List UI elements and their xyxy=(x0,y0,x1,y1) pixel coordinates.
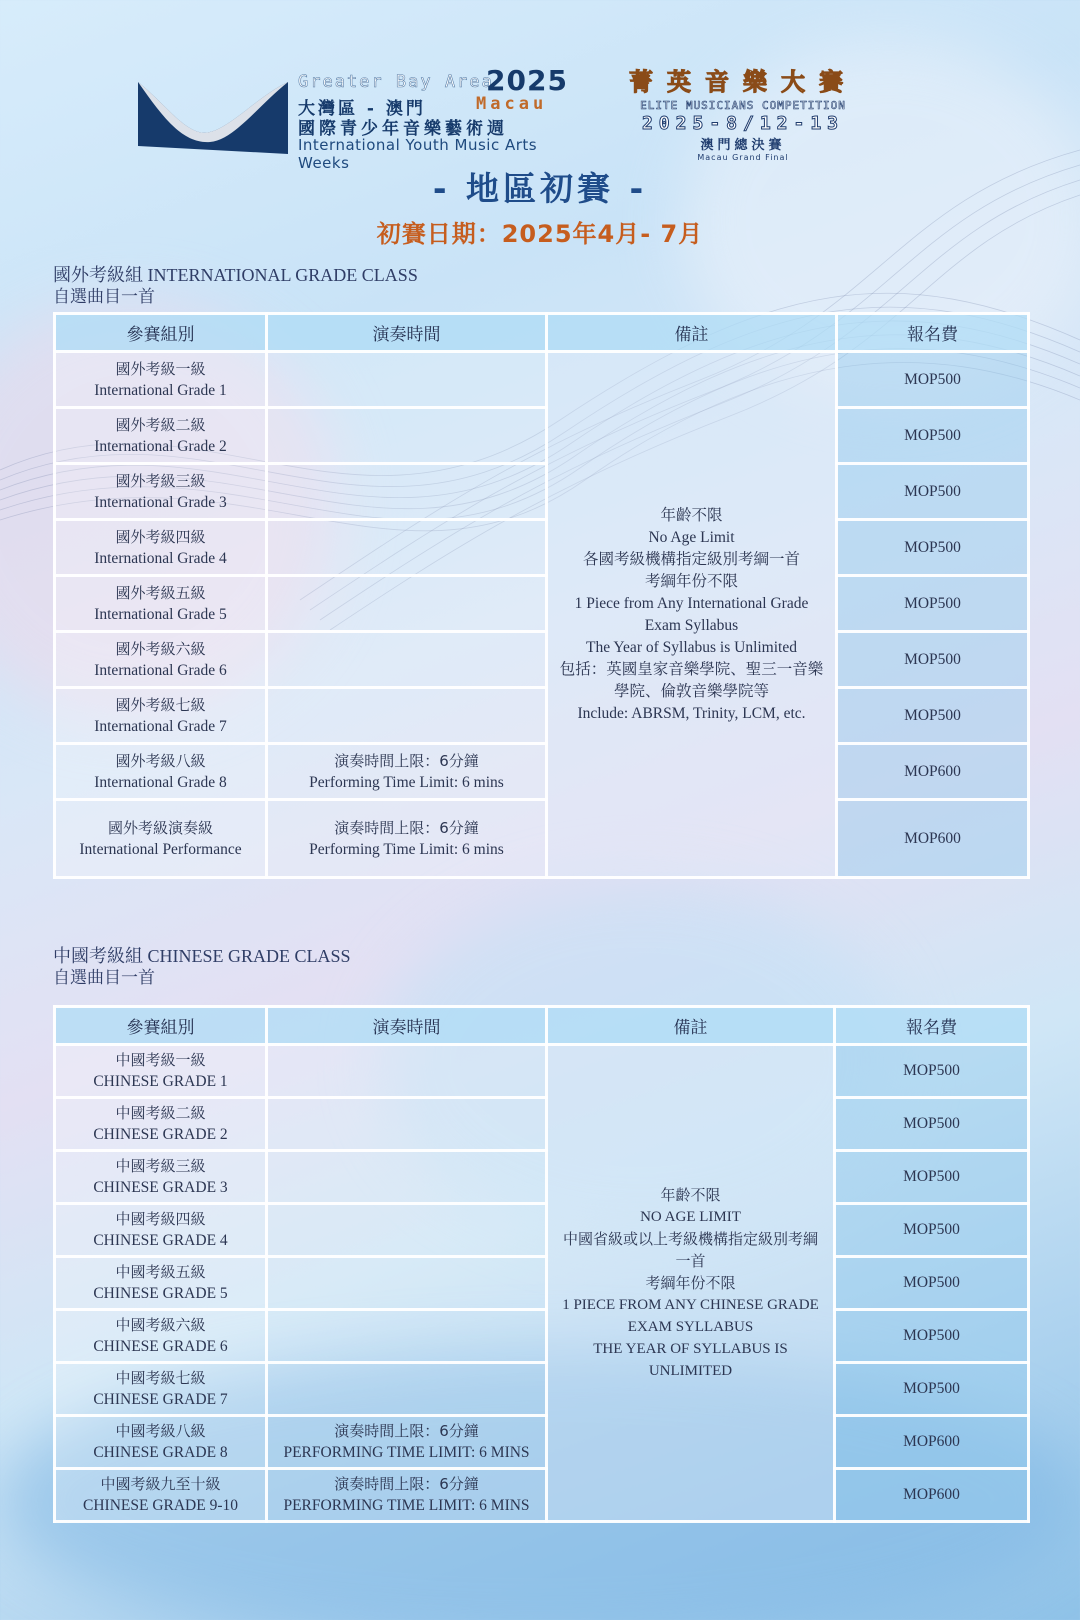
logo-chinese-line-2: 國際青少年音樂藝術週 xyxy=(298,119,508,139)
registration-fee-cell: MOP600 xyxy=(837,800,1029,878)
grade-name-chinese: 國外考級二級 xyxy=(115,415,206,434)
page-title: - 地區初賽 - xyxy=(432,169,648,208)
registration-fee-cell: MOP600 xyxy=(835,1416,1029,1469)
logo-english-bottom: International Youth Music Arts Weeks xyxy=(298,136,538,172)
logo-chinese-line-1: 大灣區 - 澳門 xyxy=(298,99,426,119)
note-line: 考綱年份不限 xyxy=(645,1274,736,1292)
chinese-heading-subtitle: 自選曲目一首 xyxy=(53,968,155,988)
column-header-time: 演奏時間 xyxy=(267,314,547,352)
performance-time-cell xyxy=(267,1151,547,1204)
note-line: 1 Piece from Any International Grade xyxy=(574,594,809,612)
gba-logo xyxy=(138,64,578,172)
registration-fee-cell: MOP500 xyxy=(837,520,1029,576)
grade-name-english: International Grade 2 xyxy=(94,437,227,455)
note-line: No Age Limit xyxy=(648,528,735,546)
time-limit-english: Performing Time Limit: 6 mins xyxy=(309,840,504,858)
note-line: 考綱年份不限 xyxy=(644,572,738,590)
registration-fee-cell: MOP500 xyxy=(835,1204,1029,1257)
note-line: Exam Syllabus xyxy=(644,616,739,634)
registration-fee-cell: MOP500 xyxy=(837,408,1029,464)
grade-name-chinese: 中國考級三級 xyxy=(115,1157,206,1175)
table-row xyxy=(55,408,1029,464)
time-limit-chinese: 演奏時間上限：6分鐘 xyxy=(334,1422,479,1440)
time-limit-english: Performing Time Limit: 6 mins xyxy=(309,773,504,791)
grade-name-chinese: 中國考級六級 xyxy=(115,1316,206,1334)
time-limit-chinese: 演奏時間上限：6分鐘 xyxy=(334,1475,479,1493)
preliminary-date: 初賽日期：2025年4月- 7月 xyxy=(376,220,704,248)
table-row xyxy=(55,800,1029,878)
grade-name-chinese: 中國考級五級 xyxy=(115,1263,206,1281)
time-limit-chinese: 演奏時間上限：6分鐘 xyxy=(334,751,479,770)
grade-name-chinese: 中國考級八級 xyxy=(115,1422,206,1440)
elite-english-title: ELITE MUSICIANS COMPETITION xyxy=(640,99,846,112)
grade-name-chinese: 國外考級一級 xyxy=(115,359,206,378)
registration-fee-cell: MOP500 xyxy=(835,1310,1029,1363)
grade-category-cell xyxy=(55,744,267,800)
grade-category-cell xyxy=(55,1310,267,1363)
grade-name-english: International Grade 1 xyxy=(94,381,227,399)
table-row xyxy=(55,520,1029,576)
grade-name-english: CHINESE GRADE 8 xyxy=(93,1444,228,1461)
note-line: Include: ABRSM, Trinity, LCM, etc. xyxy=(577,704,806,722)
grade-name-chinese: 國外考級六級 xyxy=(115,639,206,658)
grade-category-cell xyxy=(55,1151,267,1204)
registration-fee-cell: MOP500 xyxy=(835,1045,1029,1098)
grade-name-chinese: 國外考級三級 xyxy=(115,471,206,490)
note-line: 年齡不限 xyxy=(660,506,723,524)
note-line: 學院、倫敦音樂學院等 xyxy=(613,682,769,700)
table-row xyxy=(55,576,1029,632)
note-line: 包括：英國皇家音樂學院、聖三一音樂 xyxy=(559,660,824,678)
table-row xyxy=(55,352,1029,408)
table-row xyxy=(55,1045,1029,1098)
column-header-category: 參賽組別 xyxy=(55,314,267,352)
performance-time-cell xyxy=(267,744,547,800)
table-row xyxy=(55,1204,1029,1257)
grade-name-english: CHINESE GRADE 3 xyxy=(93,1179,228,1196)
performance-time-cell xyxy=(267,800,547,878)
grade-name-chinese: 國外考級七級 xyxy=(115,695,206,714)
notes-cell xyxy=(547,352,837,878)
grade-category-cell xyxy=(55,576,267,632)
logo-macau: Macau xyxy=(476,94,548,114)
performance-time-cell xyxy=(267,408,547,464)
time-limit-english: PERFORMING TIME LIMIT: 6 MINS xyxy=(283,1497,530,1514)
grade-name-chinese: 國外考級五級 xyxy=(115,583,206,602)
chinese-section-heading xyxy=(53,945,351,989)
performance-time-cell xyxy=(267,1098,547,1151)
grade-name-chinese: 國外考級八級 xyxy=(115,751,206,770)
table-row xyxy=(55,1363,1029,1416)
grade-name-chinese: 中國考級七級 xyxy=(115,1369,206,1387)
column-header-fee: 報名費 xyxy=(837,314,1029,352)
performance-time-cell xyxy=(267,1204,547,1257)
grade-category-cell xyxy=(55,688,267,744)
performance-time-cell xyxy=(267,1257,547,1310)
note-line: NO AGE LIMIT xyxy=(640,1209,741,1225)
grade-name-chinese: 國外考級四級 xyxy=(115,527,206,546)
grade-category-cell xyxy=(55,800,267,878)
grade-name-english: CHINESE GRADE 6 xyxy=(93,1338,228,1355)
registration-fee-cell: MOP500 xyxy=(837,576,1029,632)
note-line: EXAM SYLLABUS xyxy=(627,1319,754,1335)
grade-name-english: CHINESE GRADE 7 xyxy=(93,1391,228,1408)
grade-category-cell xyxy=(55,1416,267,1469)
grade-name-english: CHINESE GRADE 4 xyxy=(93,1232,228,1249)
grade-category-cell xyxy=(55,1363,267,1416)
grade-category-cell xyxy=(55,1204,267,1257)
table-row xyxy=(55,464,1029,520)
grade-category-cell xyxy=(55,464,267,520)
table-row xyxy=(55,632,1029,688)
logo-english-top: Greater Bay Area xyxy=(298,72,494,92)
registration-fee-cell: MOP500 xyxy=(835,1363,1029,1416)
column-header-notes: 備註 xyxy=(547,314,837,352)
elite-competition-logo xyxy=(598,62,888,162)
registration-fee-cell: MOP500 xyxy=(835,1257,1029,1310)
registration-fee-cell: MOP500 xyxy=(837,464,1029,520)
time-limit-chinese: 演奏時間上限：6分鐘 xyxy=(334,818,479,837)
registration-fee-cell: MOP500 xyxy=(835,1098,1029,1151)
performance-time-cell xyxy=(267,632,547,688)
note-line: 年齡不限 xyxy=(660,1186,721,1204)
table-row xyxy=(55,1098,1029,1151)
registration-fee-cell: MOP500 xyxy=(837,632,1029,688)
grade-name-english: International Grade 3 xyxy=(94,493,227,511)
international-heading-subtitle: 自選曲目一首 xyxy=(53,287,155,307)
grade-name-english: International Grade 8 xyxy=(94,773,227,791)
grade-category-cell xyxy=(55,1257,267,1310)
performance-time-cell xyxy=(267,688,547,744)
elite-final-english: Macau Grand Final xyxy=(697,153,789,162)
grade-name-english: CHINESE GRADE 9-10 xyxy=(83,1497,238,1514)
grade-name-english: CHINESE GRADE 2 xyxy=(93,1126,228,1143)
table-row xyxy=(55,1257,1029,1310)
table-row xyxy=(55,688,1029,744)
table-row xyxy=(55,1151,1029,1204)
column-header-notes: 備註 xyxy=(547,1007,835,1045)
performance-time-cell xyxy=(267,1469,547,1522)
chinese-heading-title: 中國考級組 CHINESE GRADE CLASS xyxy=(53,946,351,966)
chinese-grade-table xyxy=(53,1005,1030,1523)
time-limit-english: PERFORMING TIME LIMIT: 6 MINS xyxy=(283,1444,530,1461)
performance-time-cell xyxy=(267,1310,547,1363)
registration-fee-cell: MOP500 xyxy=(835,1151,1029,1204)
grade-category-cell xyxy=(55,1469,267,1522)
grade-name-chinese: 中國考級二級 xyxy=(115,1104,206,1122)
column-header-category: 參賽組別 xyxy=(55,1007,267,1045)
grade-name-english: CHINESE GRADE 1 xyxy=(93,1073,228,1090)
table-row xyxy=(55,744,1029,800)
international-heading-title: 國外考級組 INTERNATIONAL GRADE CLASS xyxy=(53,265,418,285)
note-line: 1 PIECE FROM ANY CHINESE GRADE xyxy=(562,1297,819,1313)
note-line: The Year of Syllabus is Unlimited xyxy=(586,638,797,656)
registration-fee-cell: MOP500 xyxy=(837,352,1029,408)
elite-chinese-title: 菁英音樂大賽 xyxy=(629,68,857,96)
grade-name-english: International Grade 4 xyxy=(94,549,227,567)
grade-category-cell xyxy=(55,1098,267,1151)
grade-name-english: CHINESE GRADE 5 xyxy=(93,1285,228,1302)
grade-name-english: International Grade 6 xyxy=(94,661,227,679)
note-line: 中國省級或以上考級機構指定級別考綱 xyxy=(562,1230,818,1248)
table-header-row xyxy=(55,1007,1029,1045)
grade-name-chinese: 國外考級演奏級 xyxy=(107,818,213,837)
grade-category-cell xyxy=(55,352,267,408)
table-row xyxy=(55,1416,1029,1469)
international-section-heading xyxy=(53,264,418,308)
performance-time-cell xyxy=(267,352,547,408)
wave-logo-icon xyxy=(138,76,288,156)
performance-time-cell xyxy=(267,1045,547,1098)
logo-year: 2025 xyxy=(486,64,568,97)
grade-name-english: International Performance xyxy=(79,840,242,858)
elite-final-date: 2025-8/12-13 xyxy=(641,113,845,134)
registration-fee-cell: MOP600 xyxy=(837,744,1029,800)
performance-time-cell xyxy=(267,576,547,632)
performance-time-cell xyxy=(267,1416,547,1469)
note-line: 一首 xyxy=(675,1252,706,1270)
grade-category-cell xyxy=(55,1045,267,1098)
registration-fee-cell: MOP600 xyxy=(835,1469,1029,1522)
performance-time-cell xyxy=(267,464,547,520)
note-line: UNLIMITED xyxy=(648,1363,733,1379)
grade-name-chinese: 中國考級九至十級 xyxy=(100,1475,221,1493)
elite-final-chinese: 澳門總決賽 xyxy=(700,138,786,153)
grade-name-chinese: 中國考級四級 xyxy=(115,1210,206,1228)
performance-time-cell xyxy=(267,520,547,576)
grade-category-cell xyxy=(55,632,267,688)
column-header-fee: 報名費 xyxy=(835,1007,1029,1045)
international-grade-table xyxy=(53,312,1030,879)
grade-category-cell xyxy=(55,408,267,464)
grade-name-english: International Grade 7 xyxy=(94,717,227,735)
note-line: THE YEAR OF SYLLABUS IS xyxy=(593,1341,788,1357)
table-header-row xyxy=(55,314,1029,352)
notes-cell xyxy=(547,1045,835,1522)
table-row xyxy=(55,1469,1029,1522)
column-header-time: 演奏時間 xyxy=(267,1007,547,1045)
registration-fee-cell: MOP500 xyxy=(837,688,1029,744)
grade-category-cell xyxy=(55,520,267,576)
grade-name-english: International Grade 5 xyxy=(94,605,227,623)
grade-name-chinese: 中國考級一級 xyxy=(115,1051,206,1069)
performance-time-cell xyxy=(267,1363,547,1416)
note-line: 各國考級機構指定級別考綱一首 xyxy=(582,550,800,568)
table-row xyxy=(55,1310,1029,1363)
